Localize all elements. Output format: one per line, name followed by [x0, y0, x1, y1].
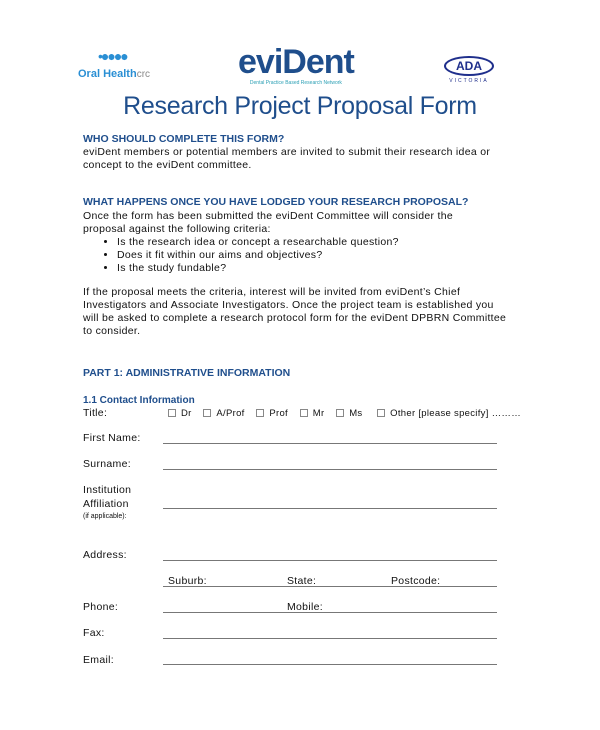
- address-label: Address:: [83, 549, 127, 561]
- contact-subheading: 1.1 Contact Information: [83, 395, 195, 406]
- checkbox-icon: [377, 409, 385, 417]
- institution-label: Institution: [83, 484, 132, 496]
- title-option-prof[interactable]: Prof: [256, 408, 288, 419]
- phone-mobile-field[interactable]: [163, 612, 497, 613]
- title-label: Title:: [83, 407, 108, 419]
- section1-heading: WHO SHOULD COMPLETE THIS FORM?: [83, 133, 285, 145]
- ada-text: ADA: [444, 56, 494, 76]
- title-option-aprof[interactable]: A/Prof: [203, 408, 244, 419]
- suburb-label: Suburb:: [168, 575, 207, 587]
- evident-logo: [238, 44, 354, 86]
- postcode-label: Postcode:: [391, 575, 441, 587]
- checkbox-icon: [256, 409, 264, 417]
- checkbox-icon: [168, 409, 176, 417]
- email-field[interactable]: [163, 664, 497, 665]
- state-label: State:: [287, 575, 317, 587]
- title-option-other[interactable]: Other [please specify] ………: [377, 408, 521, 419]
- page-title: Research Project Proposal Form: [123, 92, 477, 120]
- evident-tagline: Dental Practice Based Research Network: [249, 80, 342, 86]
- title-option-dr[interactable]: Dr: [168, 408, 192, 419]
- evident-text: eviDent: [238, 43, 354, 81]
- suburb-state-postcode-field[interactable]: [163, 586, 497, 587]
- criteria-item: • Is the study fundable?: [117, 262, 399, 275]
- oral-health-logo: [78, 48, 150, 82]
- criteria-item: • Does it fit within our aims and objectives?: [117, 249, 399, 262]
- phone-label: Phone:: [83, 601, 119, 613]
- section2-outro: If the proposal meets the criteria, interest will be invited from eviDent’s Chief Investigators and Associate Investigators. Once the project team is established you will be asked to complete a research protocol form for the eviDent DPBRN Committee to consider.: [83, 286, 507, 337]
- ada-logo: [444, 56, 494, 84]
- affiliation-label: Affiliation: [83, 498, 129, 510]
- checkbox-icon: [300, 409, 308, 417]
- section2-intro: Once the form has been submitted the eviDent Committee will consider the proposal against the following criteria:: [83, 210, 454, 235]
- institution-field[interactable]: [163, 508, 497, 509]
- ada-sub: VICTORIA: [449, 78, 489, 84]
- email-label: Email:: [83, 654, 114, 666]
- tooth-icon: •●●●●: [98, 48, 127, 64]
- oral-health-text: Oral Health: [78, 68, 137, 80]
- fax-field[interactable]: [163, 638, 497, 639]
- if-applicable-label: (if applicable):: [83, 513, 127, 520]
- surname-label: Surname:: [83, 458, 131, 470]
- criteria-item: • Is the research idea or concept a researchable question?: [117, 236, 399, 249]
- part1-heading: PART 1: ADMINISTRATIVE INFORMATION: [83, 367, 291, 379]
- title-option-ms[interactable]: Ms: [336, 408, 362, 419]
- oral-health-suffix: crc: [136, 69, 151, 80]
- surname-field[interactable]: [163, 469, 497, 470]
- checkbox-icon: [336, 409, 344, 417]
- title-option-mr[interactable]: Mr: [300, 408, 325, 419]
- address-field[interactable]: [163, 560, 497, 561]
- first-name-field[interactable]: [163, 443, 497, 444]
- checkbox-icon: [203, 409, 211, 417]
- section2-heading: WHAT HAPPENS ONCE YOU HAVE LODGED YOUR RESEARCH PROPOSAL?: [83, 196, 469, 208]
- section1-body: eviDent members or potential members are invited to submit their research idea or concept to the eviDent committee.: [83, 146, 491, 171]
- first-name-label: First Name:: [83, 432, 141, 444]
- mobile-label: Mobile:: [287, 601, 323, 613]
- criteria-list: [83, 236, 399, 275]
- title-options: [168, 407, 521, 420]
- fax-label: Fax:: [83, 627, 105, 639]
